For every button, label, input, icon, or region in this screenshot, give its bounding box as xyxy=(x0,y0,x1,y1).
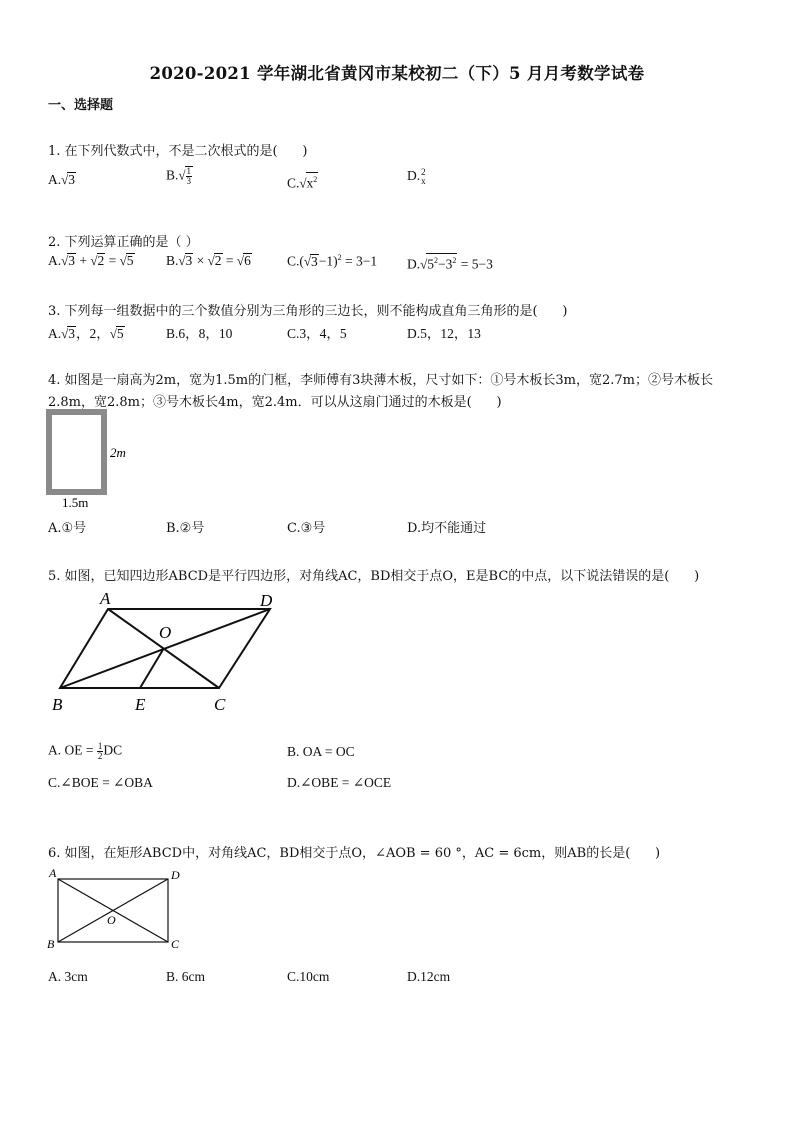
option-label: A. xyxy=(48,326,62,341)
term: −3 xyxy=(438,256,453,272)
radical-sign: √ xyxy=(207,253,215,268)
question-3-option-d[interactable]: D.5，12，13 xyxy=(407,326,481,341)
radical-sign: √ xyxy=(119,253,127,268)
question-1-option-c[interactable] xyxy=(287,172,318,192)
base: x xyxy=(306,175,314,191)
radicand: 2 xyxy=(97,253,105,268)
radical-sign: √ xyxy=(61,253,69,268)
expression: −1) xyxy=(318,253,338,269)
question-2-option-b[interactable] xyxy=(166,253,252,269)
expression: DC xyxy=(103,742,123,758)
equals: = xyxy=(105,253,120,268)
question-6-option-b[interactable]: B. 6cm xyxy=(166,969,205,984)
radical-sign: √ xyxy=(61,172,69,187)
question-1-option-b[interactable] xyxy=(166,166,193,186)
option-label: C. xyxy=(287,175,300,191)
question-1-stem: 1. 在下列代数式中，不是二次根式的是( ) xyxy=(48,144,308,159)
question-6-option-d[interactable]: D.12cm xyxy=(407,969,451,984)
radicand: 3 xyxy=(68,253,76,268)
equals: = xyxy=(222,253,237,268)
diagonal-bd xyxy=(60,609,270,688)
radical-sign: √ xyxy=(420,256,428,272)
radical-sign: √ xyxy=(303,253,312,269)
question-2-option-c[interactable] xyxy=(287,253,377,270)
door-frame xyxy=(49,412,104,492)
question-4-option-c[interactable]: C.③号 xyxy=(287,521,326,536)
expression: ，2， xyxy=(76,326,110,341)
question-3-option-b[interactable]: B.6，8，10 xyxy=(166,326,233,341)
vertex-label-a: A xyxy=(49,866,57,880)
question-3-stem: 3. 下列每一组数据中的三个数值分别为三角形的三边长，则不能构成直角三角形的是( ) xyxy=(48,304,568,319)
door-width-label: 1.5m xyxy=(62,495,89,510)
question-4-stem-line-2: 2.8m，宽2.8m；③号木板长4m，宽2.4m．可以从这扇门通过的木板是( ) xyxy=(48,395,502,410)
option-label: A. xyxy=(48,172,62,187)
question-5-stem: 5. 如图，已知四边形ABCD是平行四边形，对角线AC，BD相交于点O，E是BC的中点，以下说法错误的是( ) xyxy=(48,569,700,584)
question-4-option-a[interactable]: A.①号 xyxy=(48,521,87,536)
point-label-o: O xyxy=(107,913,116,927)
numerator: 1 xyxy=(97,741,103,751)
radicand: 3 xyxy=(185,253,193,268)
point-label-e: E xyxy=(135,695,146,714)
rectangle-figure xyxy=(44,864,194,956)
radical-sign: √ xyxy=(61,326,69,341)
option-label: B. xyxy=(166,167,179,183)
question-1-option-d[interactable] xyxy=(407,168,427,186)
radicand: 3 xyxy=(311,253,318,269)
question-5-option-d[interactable]: D.∠OBE = ∠OCE xyxy=(287,775,392,790)
question-2-stem: 2. 下列运算正确的是（ ） xyxy=(48,235,199,250)
radical-sign: √ xyxy=(178,167,186,183)
exponent: 2 xyxy=(337,253,342,262)
question-2-option-d[interactable] xyxy=(407,253,493,273)
denominator: x xyxy=(421,176,426,186)
option-label: B. xyxy=(166,253,179,268)
expression: A. OE = xyxy=(48,742,97,758)
radicand: 5 xyxy=(116,326,124,341)
option-label: C. xyxy=(287,253,300,269)
expression: = 5−3 xyxy=(457,256,493,272)
door-frame-figure xyxy=(44,408,144,512)
numerator: 1 xyxy=(186,166,192,176)
radicand: 6 xyxy=(244,253,251,268)
radicand: 2 xyxy=(214,253,222,268)
question-5-option-c[interactable]: C.∠BOE = ∠OBA xyxy=(48,775,153,790)
question-5-option-a[interactable] xyxy=(48,742,122,761)
question-4-option-b[interactable]: B.②号 xyxy=(166,521,205,536)
vertex-label-d: D xyxy=(260,591,273,610)
vertex-label-a: A xyxy=(100,589,111,608)
vertex-label-c: C xyxy=(214,695,226,714)
question-2-option-a[interactable] xyxy=(48,253,135,269)
radicand xyxy=(185,166,194,186)
radical-sign: √ xyxy=(90,253,98,268)
radicand xyxy=(426,253,457,271)
vertex-label-d: D xyxy=(171,868,180,882)
operator: + xyxy=(76,253,91,268)
radicand: 3 xyxy=(68,172,76,187)
vertex-label-b: B xyxy=(52,695,63,714)
question-4-option-d[interactable]: D.均不能通过 xyxy=(407,521,487,536)
question-6-option-c[interactable]: C.10cm xyxy=(287,969,330,984)
exponent: 2 xyxy=(434,256,439,265)
radical-sign: √ xyxy=(178,253,186,268)
radical-sign: √ xyxy=(109,326,117,341)
expression: = 3−1 xyxy=(341,253,378,269)
option-label: D. xyxy=(407,168,421,184)
operator: × xyxy=(193,253,208,268)
fraction xyxy=(420,168,427,186)
vertex-label-b: B xyxy=(47,937,55,951)
exponent: 2 xyxy=(313,175,318,184)
page-title: 2020-2021 学年湖北省黄冈市某校初二（下）5 月月考数学试卷 xyxy=(149,64,645,83)
question-3-option-c[interactable]: C.3，4，5 xyxy=(287,326,347,341)
radicand xyxy=(306,172,319,190)
option-label: A. xyxy=(48,253,62,268)
paren: ( xyxy=(299,253,304,269)
question-1-option-a[interactable] xyxy=(48,172,76,188)
denominator: 3 xyxy=(186,176,192,186)
fraction xyxy=(186,167,193,186)
point-label-o: O xyxy=(159,623,172,642)
vertex-label-c: C xyxy=(171,937,180,951)
parallelogram-figure xyxy=(48,588,288,718)
question-6-stem: 6. 如图，在矩形ABCD中，对角线AC，BD相交于点O，∠AOB = 60 °，AC = 6cm，则AB的长是( ) xyxy=(48,846,661,861)
radicand: 3 xyxy=(68,326,76,341)
door-height-label: 2m xyxy=(110,445,126,460)
question-4-stem-line-1: 4. 如图是一扇高为2m，宽为1.5m的门框，李师傅有3块薄木板，尺寸如下：①号木板长3m，宽2.7m；②号木板长 xyxy=(48,373,714,388)
numerator: 2 xyxy=(421,167,426,177)
denominator: 2 xyxy=(97,751,103,761)
radicand: 5 xyxy=(126,253,134,268)
radical-sign: √ xyxy=(236,253,245,268)
term: 5 xyxy=(427,256,435,272)
question-3-option-a[interactable] xyxy=(48,322,125,342)
radical-sign: √ xyxy=(299,175,307,191)
exponent: 2 xyxy=(452,256,457,265)
section-heading: 一、选择题 xyxy=(48,98,114,113)
question-5-option-b[interactable]: B. OA = OC xyxy=(287,744,355,759)
question-6-option-a[interactable]: A. 3cm xyxy=(48,969,88,984)
option-label: D. xyxy=(407,256,421,272)
